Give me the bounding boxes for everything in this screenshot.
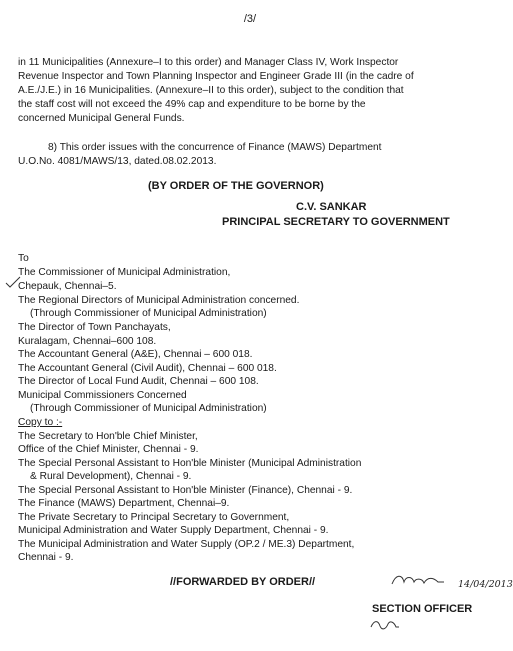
copy-to-line: Office of the Chief Minister, Chennai - 9. — [18, 444, 199, 455]
addressee-line: The Accountant General (Civil Audit), Chennai – 600 018. — [18, 363, 277, 374]
para-8-line: U.O.No. 4081/MAWS/13, dated.08.02.2013. — [18, 156, 217, 167]
copy-to-line: The Municipal Administration and Water Supply (OP.2 / ME.3) Department, — [18, 539, 355, 550]
copy-to-line: The Private Secretary to Principal Secretary to Government, — [18, 512, 290, 523]
to-label: To — [18, 253, 29, 264]
para-8-line: 8) This order issues with the concurrence of Finance (MAWS) Department — [48, 142, 382, 153]
addressee-line: (Through Commissioner of Municipal Administration) — [30, 308, 267, 319]
addressee-line: Kuralagam, Chennai–600 108. — [18, 336, 157, 347]
copy-to-line: Chennai - 9. — [18, 552, 74, 563]
copy-to-label: Copy to :- — [18, 417, 63, 428]
copy-to-line: The Special Personal Assistant to Hon'ble Minister (Finance), Chennai - 9. — [18, 485, 353, 496]
addressee-line: The Commissioner of Municipal Administration, — [18, 267, 231, 278]
page-number: /3/ — [243, 13, 257, 25]
body-line: the staff cost will not exceed the 49% cap and expenditure to be borne by the — [18, 99, 366, 110]
addressee-line: The Accountant General (A&E), Chennai – 600 018. — [18, 349, 253, 360]
addressee-line: Chepauk, Chennai–5. — [18, 281, 117, 292]
copy-to-line: The Secretary to Hon'ble Chief Minister, — [18, 431, 198, 442]
by-order-heading: (BY ORDER OF THE GOVERNOR) — [148, 180, 324, 192]
addressee-line: Municipal Commissioners Concerned — [18, 390, 187, 401]
copy-to-line: The Special Personal Assistant to Hon'ble Minister (Municipal Administration — [18, 458, 362, 469]
addressee-line: The Regional Directors of Municipal Administration concerned. — [18, 295, 300, 306]
copy-to-line: Municipal Administration and Water Supply Department, Chennai - 9. — [18, 525, 329, 536]
signatory-title: PRINCIPAL SECRETARY TO GOVERNMENT — [222, 216, 450, 228]
body-line: in 11 Municipalities (Annexure–I to this order) and Manager Class IV, Work Inspector — [18, 57, 399, 68]
handwritten-signature — [388, 570, 460, 590]
addressee-line: The Director of Town Panchayats, — [18, 322, 171, 333]
body-line: concerned Municipal General Funds. — [18, 113, 185, 124]
signature-date: 14/04/2013 — [458, 579, 513, 590]
body-line: A.E./J.E.) in 16 Municipalities. (Annexure–II to this order), subject to the condition that — [18, 85, 404, 96]
copy-to-line: & Rural Development), Chennai - 9. — [30, 471, 192, 482]
copy-to-line: The Finance (MAWS) Department, Chennai–9. — [18, 498, 230, 509]
addressee-line: The Director of Local Fund Audit, Chennai – 600 108. — [18, 376, 259, 387]
addressee-line: (Through Commissioner of Municipal Administration) — [30, 403, 267, 414]
signatory-name: C.V. SANKAR — [296, 201, 367, 213]
body-line: Revenue Inspector and Town Planning Inspector and Engineer Grade III (in the cadre of — [18, 71, 414, 82]
section-officer-label: SECTION OFFICER — [372, 603, 473, 615]
forwarded-by-order: //FORWARDED BY ORDER// — [170, 576, 316, 588]
initials-scribble — [368, 617, 402, 635]
